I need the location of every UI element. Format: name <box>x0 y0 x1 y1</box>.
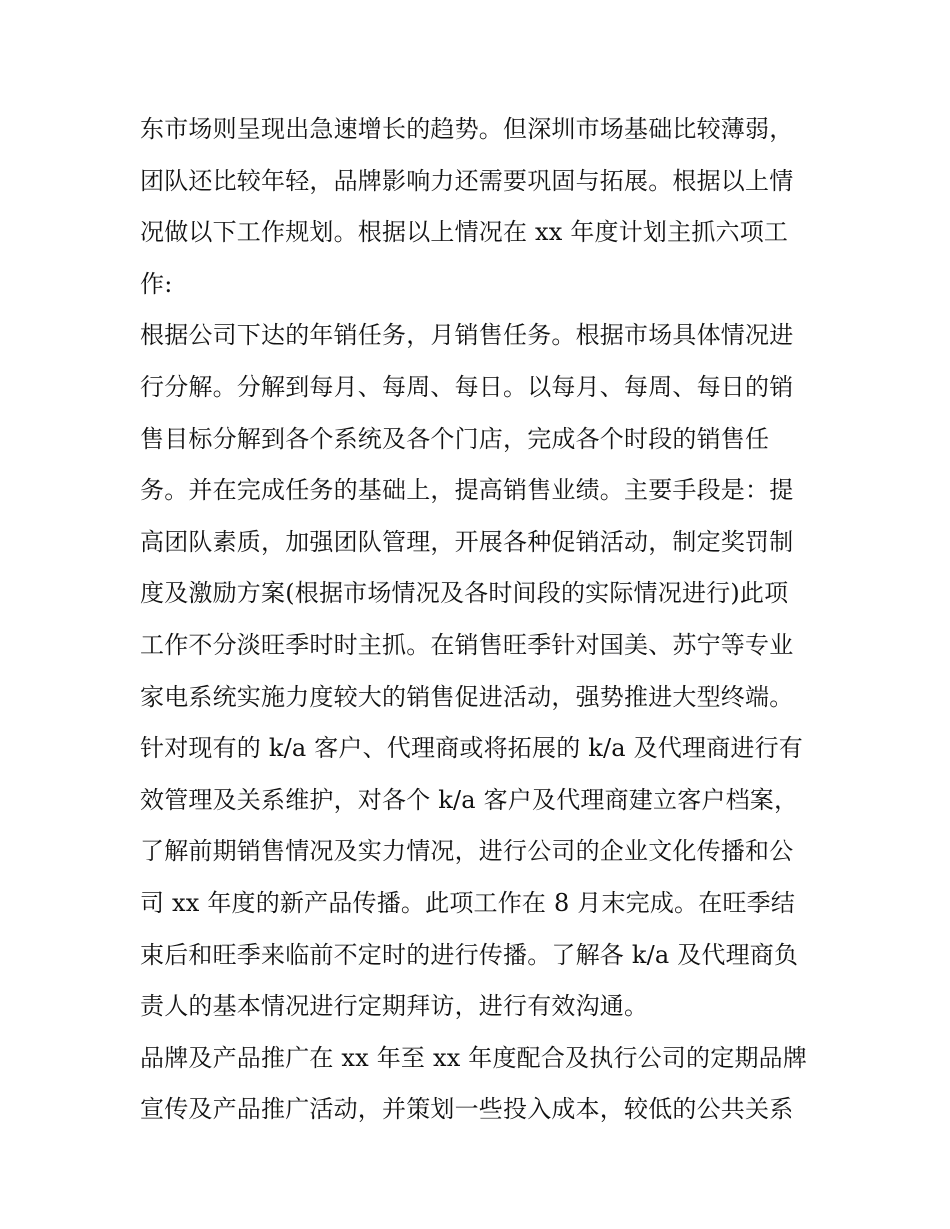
text-line: 效管理及关系维护，对各个 k/a 客户及代理商建立客户档案， <box>140 785 799 814</box>
text-line: 宣传及产品推广活动，并策划一些投入成本，较低的公共关系 <box>140 1095 794 1124</box>
text-line: 了解前期销售情况及实力情况，进行公司的企业文化传播和公 <box>140 837 794 866</box>
text-line: 高团队素质，加强团队管理，开展各种促销活动，制定奖罚制 <box>140 527 794 556</box>
text-line: 作: <box>140 269 173 298</box>
text-line: 针对现有的 k/a 客户、代理商或将拓展的 k/a 及代理商进行有 <box>140 734 803 763</box>
text-line: 工作不分淡旺季时时主抓。在销售旺季针对国美、苏宁等专业 <box>140 630 794 659</box>
text-line: 品牌及产品推广在 xx 年至 xx 年度配合及执行公司的定期品牌 <box>140 1043 808 1072</box>
document-body <box>140 104 812 1136</box>
text-line: 团队还比较年轻，品牌影响力还需要巩固与拓展。根据以上情 <box>140 166 794 195</box>
text-line: 售目标分解到各个系统及各个门店，完成各个时段的销售任 <box>140 424 770 453</box>
text-line: 度及激励方案(根据市场情况及各时间段的实际情况进行)此项 <box>140 579 789 608</box>
text-line: 东市场则呈现出急速增长的趋势。但深圳市场基础比较薄弱， <box>140 115 794 143</box>
text-line: 况做以下工作规划。根据以上情况在 xx 年度计划主抓六项工 <box>140 218 789 247</box>
text-line: 务。并在完成任务的基础上，提高销售业绩。主要手段是：提 <box>140 476 794 505</box>
text-line: 根据公司下达的年销任务，月销售任务。根据市场具体情况进 <box>140 321 794 350</box>
text-line: 司 xx 年度的新产品传播。此项工作在 8 月末完成。在旺季结 <box>140 888 796 917</box>
text-line: 家电系统实施力度较大的销售促进活动，强势推进大型终端。 <box>140 682 794 711</box>
text-line: 束后和旺季来临前不定时的进行传播。了解各 k/a 及代理商负 <box>140 940 799 969</box>
text-line: 责人的基本情况进行定期拜访，进行有效沟通。 <box>140 992 649 1021</box>
text-line: 行分解。分解到每月、每周、每日。以每月、每周、每日的销 <box>140 372 794 401</box>
